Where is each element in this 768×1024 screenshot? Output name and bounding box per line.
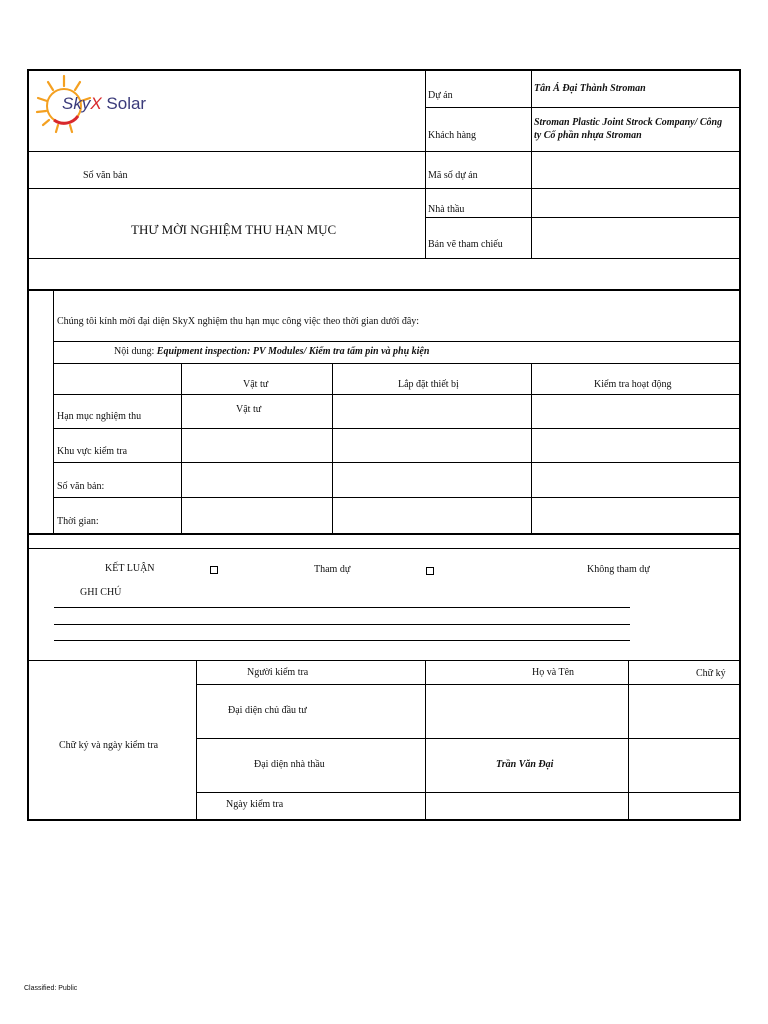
project-label: Dự án <box>428 90 453 101</box>
reference-drawing-label: Bản vẽ tham chiếu <box>428 239 503 250</box>
signature-section-label: Chữ ký và ngày kiểm tra <box>59 740 159 751</box>
attend-checkbox[interactable] <box>210 566 218 574</box>
contractor-rep-label: Đại diện nhà thầu <box>254 759 325 770</box>
notes-label: GHI CHÚ <box>80 587 122 598</box>
contractor-label: Nhà thầu <box>428 204 465 215</box>
customer-value-line1: Stroman Plastic Joint Strock Company/ Công <box>534 117 723 128</box>
content-value: Equipment inspection: PV Modules/ Kiểm tra tấm pin và phụ kiện <box>156 346 430 357</box>
notes-line-2[interactable] <box>54 624 630 625</box>
doc-number-label: Số văn bản <box>83 170 128 181</box>
frame-bottom <box>27 819 741 821</box>
skyx-logo <box>34 72 164 138</box>
col-header-operation-test: Kiểm tra hoạt động <box>594 379 672 390</box>
not-attend-checkbox[interactable] <box>426 567 434 575</box>
contractor-rep-name: Trần Văn Đại <box>496 759 554 770</box>
frame-right <box>739 69 741 821</box>
col-signature: Chữ ký <box>696 668 726 679</box>
inspection-date-label: Ngày kiểm tra <box>226 799 284 810</box>
row-label-inspection-item: Hạn mục nghiệm thu <box>57 411 142 422</box>
notes-line-1[interactable] <box>54 607 630 608</box>
content-line <box>114 346 429 358</box>
conclusion-label: KẾT LUẬN <box>105 563 155 574</box>
page-title: THƯ MỜI NGHIỆM THU HẠN MỤC <box>131 222 337 237</box>
content-label: Nội dung: <box>114 346 155 357</box>
frame-left <box>27 69 29 821</box>
notes-line-3[interactable] <box>54 640 630 641</box>
frame-top <box>27 69 741 71</box>
attend-label: Tham dự <box>314 564 351 575</box>
col-inspector: Người kiểm tra <box>247 667 309 678</box>
row-label-time: Thời gian: <box>57 516 99 527</box>
project-value: Tân Á Đại Thành Stroman <box>534 83 646 94</box>
invitation-intro: Chúng tôi kính mời đại diện SkyX nghiệm thu hạn mục công việc theo thời gian dưới đây: <box>57 316 420 327</box>
owner-rep-label: Đại diện chủ đầu tư <box>228 705 307 716</box>
classification-footer: Classified: Public <box>24 985 78 992</box>
customer-label: Khách hàng <box>428 130 477 141</box>
col-header-materials: Vật tư <box>243 379 269 390</box>
row-label-inspection-area: Khu vực kiểm tra <box>57 446 128 457</box>
col-header-installation: Lắp đặt thiết bị <box>398 379 459 390</box>
project-code-label: Mã số dự án <box>428 170 478 181</box>
not-attend-label: Không tham dự <box>587 564 650 575</box>
row-label-doc-number: Số văn bản: <box>57 481 105 492</box>
logo-text: SkyX Solar <box>62 94 147 113</box>
cell-inspection-item-materials: Vật tư <box>236 404 262 415</box>
customer-value-line2: ty Cổ phần nhựa Stroman <box>534 130 642 141</box>
col-name: Họ và Tên <box>532 667 575 678</box>
